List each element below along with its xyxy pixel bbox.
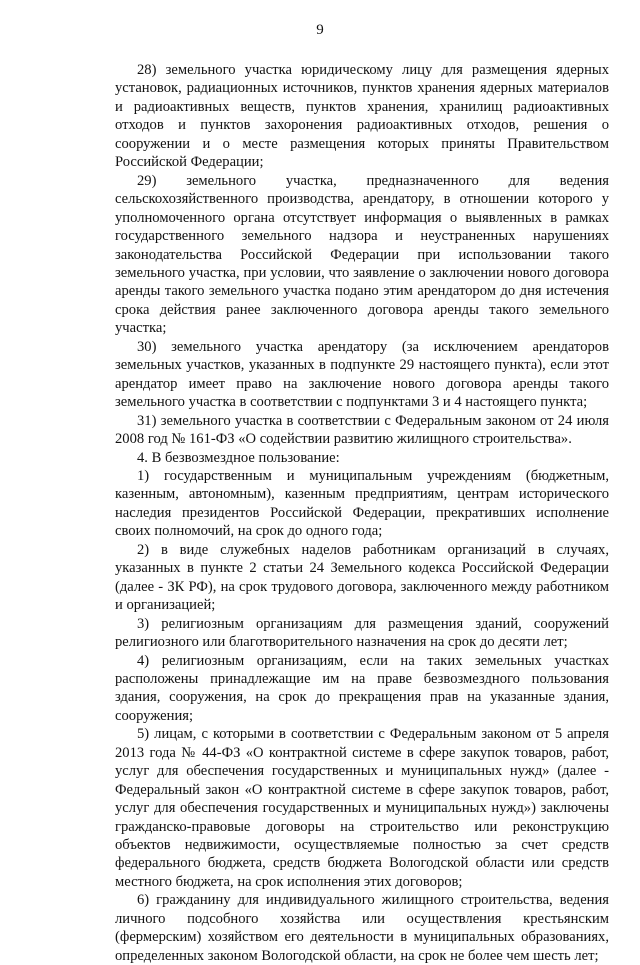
section-heading-4: 4. В безвозмездное пользование: <box>137 449 340 466</box>
paragraph-item-31: 31) земельного участка в соответствии с Федеральным законом от 24 июля 2008 год № 161-ФЗ «О содействии развитию жилищного строительства». <box>115 412 609 448</box>
paragraph-subitem-6: 6) гражданину для индивидуального жилищного строительства, ведения личного подсобного хозяйства или осуществления крестьянским (фермерским) хозяйством его деятельности в муниципальных образованиях, определенных законом Вологодской области, на срок не более чем шесть лет; <box>115 892 609 964</box>
paragraph-subitem-1: 1) государственным и муниципальным учреждениям (бюджетным, казенным, автономным), казенным предприятиям, центрам исторического наследия президентов Российской Федерации, прекративших исполнение своих полномочий, на срок до одного года; <box>115 467 609 540</box>
paragraph-item-28: 28) земельного участка юридическому лицу для размещения ядерных установок, радиационных источников, пунктов хранения ядерных материалов и радиоактивных веществ, пунктов хранения, хранилищ радиоактивных отходов и пунктов захоронения радиоактивных отходов, решения о сооружении и о месте размещения которых приняты Правительством Российской Федерации; <box>115 62 609 171</box>
paragraph-item-29: 29) земельного участка, предназначенного для ведения сельскохозяйственного производства, арендатору, в отношении которого у уполномоченного органа отсутствует информация о выявленных в рамках государственного земельного надзора и неустраненных нарушениях законодательства Российской Федерации при использовании такого земельного участка, при условии, что заявление о заключении нового договора аренды такого земельного участка подано этим арендатором до дня истечения срока действия ранее заключенного договора аренды такого земельного участка; <box>115 172 609 337</box>
document-body <box>115 61 609 965</box>
paragraph-subitem-3: 3) религиозным организациям для размещения зданий, сооружений религиозного или благотворительного назначения на срок до десяти лет; <box>115 615 609 651</box>
paragraph-item-30: 30) земельного участка арендатору (за исключением арендаторов земельных участков, указанных в подпункте 29 настоящего пункта), если этот арендатор имеет право на заключение нового договора аренды такого земельного участка в соответствии с подпунктами 3 и 4 настоящего пункта; <box>115 338 609 411</box>
paragraph-subitem-2: 2) в виде служебных наделов работникам организаций в случаях, указанных в пункте 2 статьи 24 Земельного кодекса Российской Федерации (далее - ЗК РФ), на срок трудового договора, заключенного между работником и организацией; <box>115 541 609 614</box>
page-number: 9 <box>316 22 324 38</box>
paragraph-subitem-5: 5) лицам, с которыми в соответствии с Федеральным законом от 5 апреля 2013 года № 44-ФЗ «О контрактной системе в сфере закупок товаров, работ, услуг для обеспечения государственных и муниципальных нужд» (далее - Федеральный закон «О контрактной системе в сфере закупок товаров, работ, услуг для обеспечения государственных и муниципальных нужд») заключены гражданско-правовые договоры на строительство или реконструкцию объектов недвижимости, осуществляемые полностью за счет средств федерального бюджета, средств бюджета Вологодской области или средств местного бюджета, на срок исполнения этих договоров; <box>115 726 609 890</box>
paragraph-subitem-4: 4) религиозным организациям, если на таких земельных участках расположены принадлежащие им на праве безвозмездного пользования здания, сооружения, на срок до прекращения прав на указанные здания, сооружения; <box>115 652 609 724</box>
